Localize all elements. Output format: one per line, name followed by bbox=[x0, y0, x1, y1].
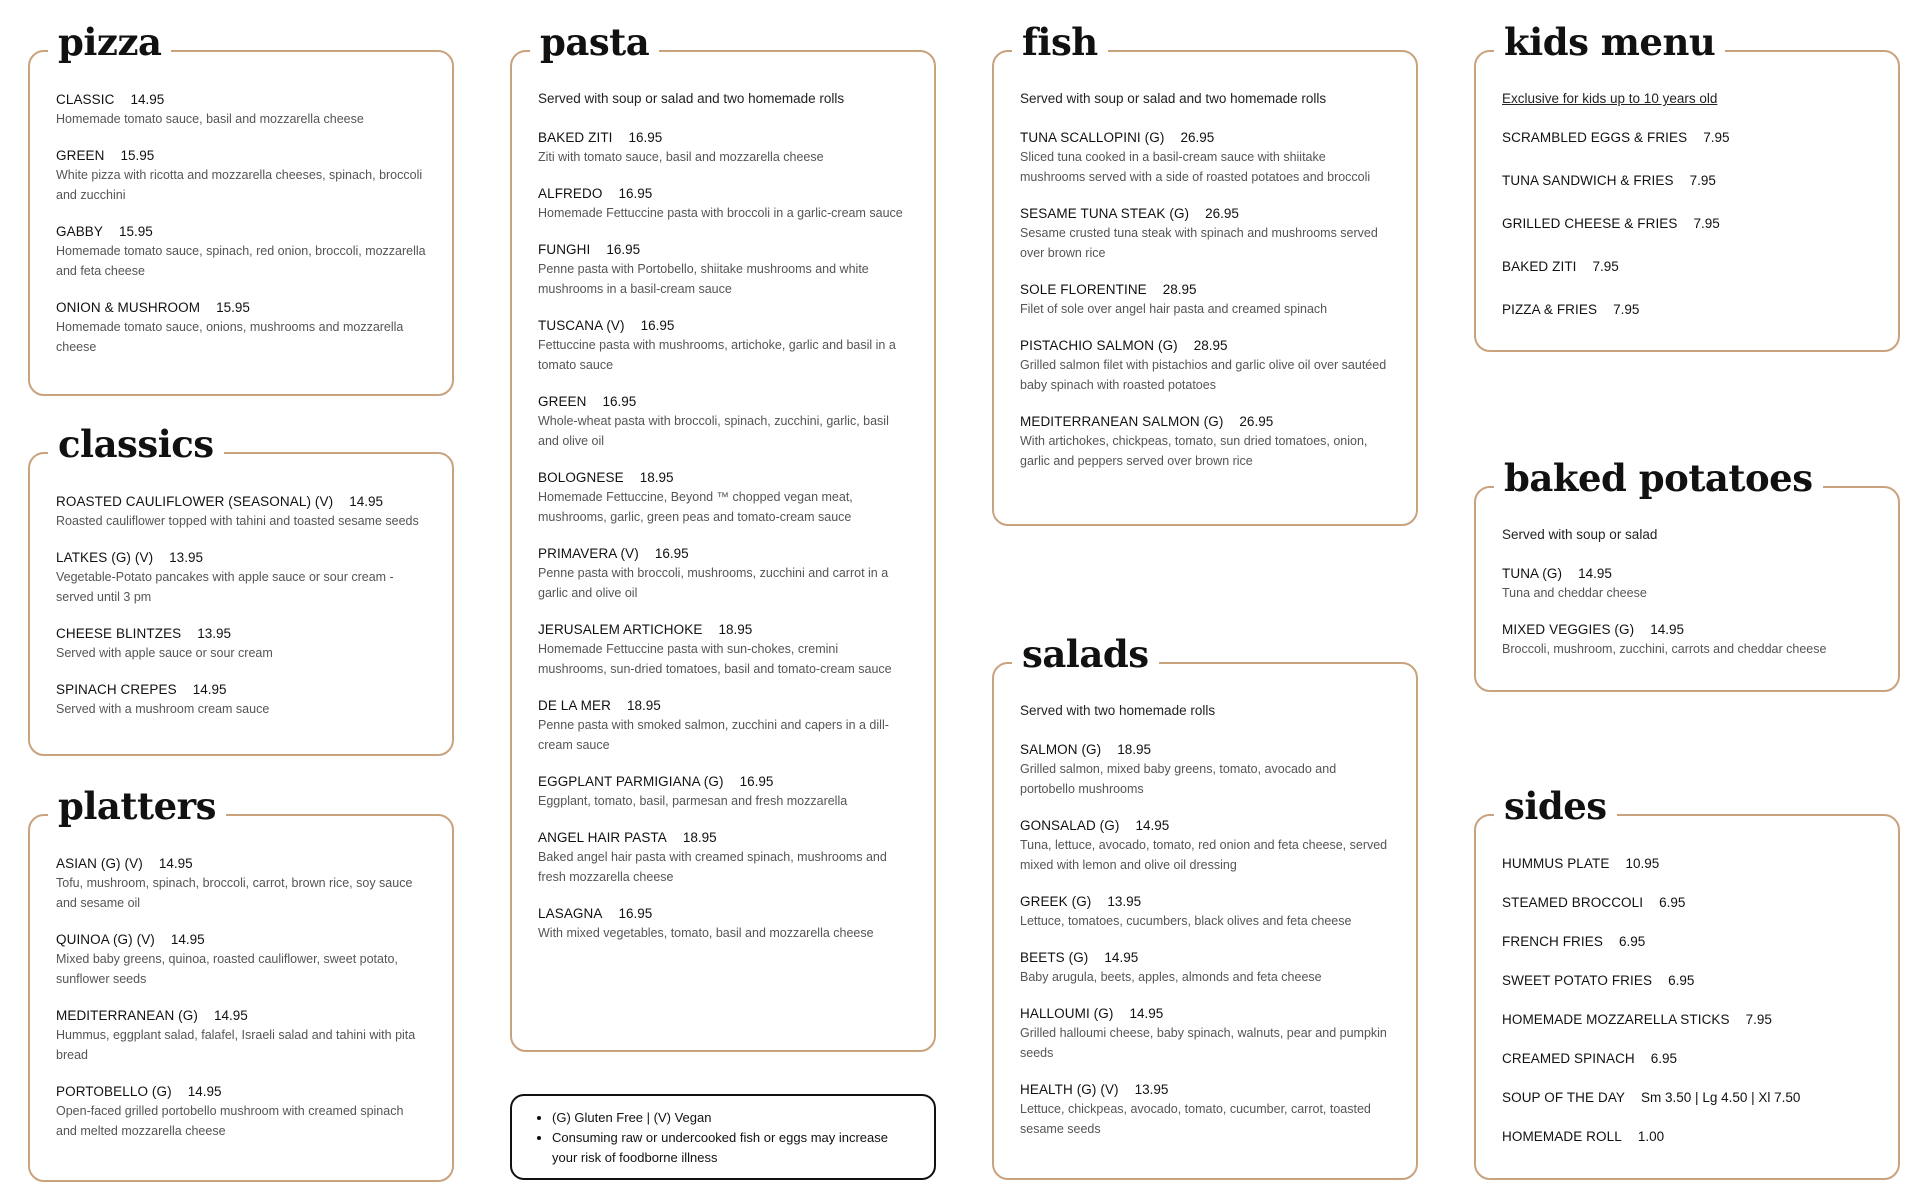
menu-item-price: 16.95 bbox=[739, 774, 774, 789]
menu-item-description: Tuna, lettuce, avocado, tomato, red onion and feta cheese, served mixed with lemon and olive oil dressing bbox=[1020, 838, 1388, 872]
menu-item bbox=[538, 316, 908, 375]
menu-item bbox=[1502, 1088, 1872, 1107]
menu-item-description: Homemade tomato sauce, basil and mozzarella cheese bbox=[56, 112, 364, 126]
menu-item bbox=[56, 624, 426, 663]
menu-item-header bbox=[56, 298, 426, 317]
menu-item-header bbox=[1502, 300, 1872, 319]
menu-item-name: MEDITERRANEAN (G) bbox=[56, 1008, 198, 1023]
menu-item-name: LATKES (G) (V) bbox=[56, 550, 154, 565]
menu-item-header bbox=[56, 90, 426, 109]
menu-item-price: 26.95 bbox=[1239, 414, 1274, 429]
menu-item-description: Penne pasta with broccoli, mushrooms, zucchini and carrot in a garlic and olive oil bbox=[538, 566, 889, 600]
menu-item-header bbox=[56, 1006, 426, 1025]
menu-item-price: 13.95 bbox=[169, 550, 203, 565]
menu-item-header bbox=[1020, 128, 1390, 147]
menu-item-header bbox=[1502, 932, 1872, 951]
menu-item-price: 14.95 bbox=[1650, 622, 1685, 637]
menu-item-header bbox=[56, 146, 426, 165]
menu-item bbox=[1502, 854, 1872, 873]
menu-item-name: HOMEMADE MOZZARELLA STICKS bbox=[1502, 1012, 1730, 1027]
menu-item-name: GONSALAD (G) bbox=[1020, 818, 1120, 833]
menu-item-price: 14.95 bbox=[158, 856, 193, 871]
menu-item-price: 16.95 bbox=[606, 242, 641, 257]
item-list bbox=[1020, 128, 1390, 471]
menu-item-price: 14.95 bbox=[1129, 1006, 1164, 1021]
menu-item-header bbox=[1502, 1010, 1872, 1029]
menu-item bbox=[1020, 204, 1390, 263]
platters-section bbox=[28, 784, 454, 1182]
note-legend: • (G) Gluten Free | (V) Vegan bbox=[552, 1108, 916, 1128]
menu-item bbox=[56, 854, 426, 913]
section-title: fish bbox=[1012, 18, 1108, 66]
menu-item-name: HUMMUS PLATE bbox=[1502, 856, 1610, 871]
menu-item-name: FUNGHI bbox=[538, 242, 591, 257]
menu-item bbox=[56, 930, 426, 989]
menu-item bbox=[1020, 740, 1390, 799]
menu-item bbox=[538, 828, 908, 887]
menu-item-name: GRILLED CHEESE & FRIES bbox=[1502, 216, 1678, 231]
menu-item-price: 14.95 bbox=[349, 494, 383, 509]
menu-item-name: CHEESE BLINTZES bbox=[56, 626, 182, 641]
menu-item-header bbox=[538, 828, 908, 847]
section-title: pizza bbox=[48, 18, 171, 66]
item-list bbox=[56, 90, 426, 357]
menu-item bbox=[56, 146, 426, 205]
notes-list bbox=[534, 1108, 916, 1168]
menu-item-header bbox=[538, 316, 908, 335]
menu-item-name: HALLOUMI (G) bbox=[1020, 1006, 1114, 1021]
menu-item-price: 28.95 bbox=[1162, 282, 1197, 297]
menu-item bbox=[1502, 932, 1872, 951]
menu-item bbox=[1502, 971, 1872, 990]
menu-item-description: Fettuccine pasta with mushrooms, artichoke, garlic and basil in a tomato sauce bbox=[538, 338, 896, 372]
menu-item-name: PIZZA & FRIES bbox=[1502, 302, 1598, 317]
section-title: baked potatoes bbox=[1494, 454, 1823, 502]
menu-item-description: Penne pasta with Portobello, shiitake mushrooms and white mushrooms in a basil-cream sauce bbox=[538, 262, 869, 296]
item-list bbox=[1020, 740, 1390, 1139]
menu-item-price: 7.95 bbox=[1703, 130, 1730, 145]
menu-item-header bbox=[1502, 1127, 1872, 1146]
menu-item-price: 28.95 bbox=[1193, 338, 1228, 353]
menu-item-description: Homemade tomato sauce, onions, mushrooms and mozzarella cheese bbox=[56, 320, 404, 354]
menu-item-price: 6.95 bbox=[1668, 973, 1695, 988]
menu-item-price: 6.95 bbox=[1618, 934, 1646, 949]
menu-item-price: 16.95 bbox=[602, 394, 637, 409]
menu-item-header bbox=[538, 904, 908, 923]
menu-item-header bbox=[56, 222, 426, 241]
menu-item-price: 14.95 bbox=[192, 682, 227, 697]
classics-section bbox=[28, 422, 454, 756]
section-intro: Served with soup or salad and two homemade rolls bbox=[1020, 91, 1327, 106]
menu-item-name: BAKED ZITI bbox=[1502, 259, 1577, 274]
menu-item-price: 7.95 bbox=[1613, 302, 1640, 317]
menu-item bbox=[538, 128, 908, 167]
menu-item-description: Homemade tomato sauce, spinach, red onion, broccoli, mozzarella and feta cheese bbox=[56, 244, 426, 278]
menu-item bbox=[1020, 280, 1390, 319]
note-warning: • Consuming raw or undercooked fish or eggs may increase your risk of foodborne illness bbox=[552, 1128, 916, 1168]
sides-section bbox=[1474, 784, 1900, 1180]
menu-item bbox=[1502, 128, 1872, 147]
menu-item bbox=[1502, 1127, 1872, 1146]
menu-item-name: FRENCH FRIES bbox=[1502, 934, 1603, 949]
menu-item-price: 16.95 bbox=[628, 130, 663, 145]
menu-item-description: Tuna and cheddar cheese bbox=[1502, 586, 1647, 600]
menu-item-description: Eggplant, tomato, basil, parmesan and fresh mozzarella bbox=[538, 794, 848, 808]
menu-item-name: TUNA (G) bbox=[1502, 566, 1563, 581]
menu-item-name: BEETS (G) bbox=[1020, 950, 1089, 965]
menu-item-header bbox=[538, 620, 908, 639]
menu-item-header bbox=[1502, 128, 1872, 147]
kids-menu-section bbox=[1474, 20, 1900, 352]
menu-item bbox=[1020, 128, 1390, 187]
section-title: kids menu bbox=[1494, 18, 1725, 66]
menu-item-name: PORTOBELLO (G) bbox=[56, 1084, 172, 1099]
menu-item-header bbox=[1502, 893, 1872, 912]
menu-item-price: 18.95 bbox=[718, 622, 753, 637]
menu-item-name: TUNA SANDWICH & FRIES bbox=[1502, 173, 1674, 188]
menu-item-header bbox=[56, 930, 426, 949]
menu-item-description: Tofu, mushroom, spinach, broccoli, carrot, brown rice, soy sauce and sesame oil bbox=[56, 876, 413, 910]
menu-item bbox=[1502, 893, 1872, 912]
item-list bbox=[1502, 128, 1872, 319]
menu-item-description: Baked angel hair pasta with creamed spinach, mushrooms and fresh mozzarella cheese bbox=[538, 850, 887, 884]
menu-item bbox=[1020, 412, 1390, 471]
menu-item bbox=[1020, 948, 1390, 987]
menu-item-name: JERUSALEM ARTICHOKE bbox=[538, 622, 703, 637]
baked-potatoes-section bbox=[1474, 456, 1900, 692]
section-title: salads bbox=[1012, 630, 1159, 678]
menu-item-price: Sm 3.50 | Lg 4.50 | Xl 7.50 bbox=[1641, 1090, 1801, 1105]
menu-item bbox=[1020, 1004, 1390, 1063]
menu-item-name: ONION & MUSHROOM bbox=[56, 300, 201, 315]
menu-item-name: MEDITERRANEAN SALMON (G) bbox=[1020, 414, 1224, 429]
menu-item-name: STEAMED BROCCOLI bbox=[1502, 895, 1644, 910]
menu-item bbox=[1502, 1010, 1872, 1029]
menu-item-price: 6.95 bbox=[1650, 1051, 1678, 1066]
menu-item-name: CREAMED SPINACH bbox=[1502, 1051, 1635, 1066]
menu-item-name: LASAGNA bbox=[538, 906, 603, 921]
menu-item bbox=[1502, 564, 1872, 603]
menu-item-price: 14.95 bbox=[187, 1084, 222, 1099]
menu-item-header bbox=[1020, 336, 1390, 355]
pasta-section bbox=[510, 20, 936, 1052]
menu-item-name: SESAME TUNA STEAK (G) bbox=[1020, 206, 1190, 221]
menu-item-price: 7.95 bbox=[1745, 1012, 1772, 1027]
menu-item-price: 16.95 bbox=[640, 318, 675, 333]
menu-item-name: SOLE FLORENTINE bbox=[1020, 282, 1147, 297]
menu-item-price: 26.95 bbox=[1205, 206, 1239, 221]
menu-item-header bbox=[1020, 816, 1390, 835]
menu-item bbox=[1502, 620, 1872, 659]
menu-item-header bbox=[1020, 740, 1390, 759]
menu-item bbox=[56, 222, 426, 281]
section-intro: Served with two homemade rolls bbox=[1020, 703, 1216, 718]
menu-item-price: 14.95 bbox=[130, 92, 165, 107]
menu-item-name: SALMON (G) bbox=[1020, 742, 1102, 757]
menu-item-description: Sesame crusted tuna steak with spinach and mushrooms served over brown rice bbox=[1020, 226, 1378, 260]
menu-item-price: 16.95 bbox=[618, 186, 653, 201]
item-list bbox=[538, 128, 908, 943]
menu-item bbox=[56, 1082, 426, 1141]
menu-item-price: 7.95 bbox=[1689, 173, 1716, 188]
menu-item-description: Penne pasta with smoked salmon, zucchini and capers in a dill-cream sauce bbox=[538, 718, 889, 752]
menu-item-header bbox=[56, 1082, 426, 1101]
menu-item-price: 10.95 bbox=[1625, 856, 1660, 871]
menu-item-name: SCRAMBLED EGGS & FRIES bbox=[1502, 130, 1688, 145]
menu-item-name: TUNA SCALLOPINI (G) bbox=[1020, 130, 1165, 145]
menu-item-price: 18.95 bbox=[639, 470, 674, 485]
menu-item bbox=[1502, 214, 1872, 233]
menu-item-description: Hummus, eggplant salad, falafel, Israeli salad and tahini with pita bread bbox=[56, 1028, 416, 1062]
menu-item-name: QUINOA (G) (V) bbox=[56, 932, 155, 947]
menu-item-price: 13.95 bbox=[1107, 894, 1142, 909]
menu-item bbox=[538, 904, 908, 943]
menu-item-header bbox=[1020, 1004, 1390, 1023]
menu-item-price: 15.95 bbox=[120, 148, 155, 163]
menu-item-description: Homemade Fettuccine pasta with broccoli in a garlic-cream sauce bbox=[538, 206, 903, 220]
menu-item-description: Baby arugula, beets, apples, almonds and feta cheese bbox=[1020, 970, 1322, 984]
menu-item-description: Homemade Fettuccine pasta with sun-chokes, cremini mushrooms, sun-dried tomatoes, basil and tomato-cream sauce bbox=[538, 642, 892, 676]
menu-item bbox=[538, 392, 908, 451]
menu-item-name: ASIAN (G) (V) bbox=[56, 856, 143, 871]
menu-item-price: 14.95 bbox=[1104, 950, 1139, 965]
menu-item-price: 15.95 bbox=[119, 224, 153, 239]
menu-item-name: PISTACHIO SALMON (G) bbox=[1020, 338, 1178, 353]
menu-item-name: HEALTH (G) (V) bbox=[1020, 1082, 1119, 1097]
menu-item-description: Filet of sole over angel hair pasta and creamed spinach bbox=[1020, 302, 1328, 316]
menu-item-header bbox=[1020, 412, 1390, 431]
menu-item-header bbox=[538, 184, 908, 203]
menu-item-name: SWEET POTATO FRIES bbox=[1502, 973, 1653, 988]
menu-item-description: Open-faced grilled portobello mushroom with creamed spinach and melted mozzarella cheese bbox=[56, 1104, 404, 1138]
section-intro: Served with soup or salad bbox=[1502, 527, 1658, 542]
fish-section bbox=[992, 20, 1418, 526]
menu-item-price: 18.95 bbox=[626, 698, 661, 713]
menu-item-price: 14.95 bbox=[1578, 566, 1612, 581]
menu-item-price: 13.95 bbox=[197, 626, 232, 641]
menu-item-price: 16.95 bbox=[618, 906, 653, 921]
item-list bbox=[56, 854, 426, 1141]
menu-item-header bbox=[1502, 1049, 1872, 1068]
section-intro: Exclusive for kids up to 10 years old bbox=[1502, 91, 1718, 106]
menu-item bbox=[538, 696, 908, 755]
menu-item-price: 7.95 bbox=[1693, 216, 1720, 231]
menu-item-name: TUSCANA (V) bbox=[538, 318, 625, 333]
menu-item-header bbox=[1020, 1080, 1390, 1099]
menu-item-price: 16.95 bbox=[654, 546, 689, 561]
menu-item-price: 15.95 bbox=[216, 300, 250, 315]
menu-item-name: CLASSIC bbox=[56, 92, 115, 107]
menu-item-header bbox=[56, 854, 426, 873]
menu-item bbox=[1020, 816, 1390, 875]
menu-item-name: EGGPLANT PARMIGIANA (G) bbox=[538, 774, 724, 789]
menu-item-description: Grilled halloumi cheese, baby spinach, walnuts, pear and pumpkin seeds bbox=[1020, 1026, 1387, 1060]
menu-item-name: SPINACH CREPES bbox=[56, 682, 177, 697]
menu-item bbox=[1020, 892, 1390, 931]
menu-item-name: GREEK (G) bbox=[1020, 894, 1092, 909]
menu-item-name: PRIMAVERA (V) bbox=[538, 546, 639, 561]
menu-item-price: 14.95 bbox=[170, 932, 205, 947]
section-title: platters bbox=[48, 782, 226, 830]
menu-item-header bbox=[1502, 171, 1872, 190]
item-list bbox=[56, 492, 426, 719]
menu-item-header bbox=[56, 492, 426, 511]
menu-item bbox=[1020, 1080, 1390, 1139]
menu-item bbox=[538, 240, 908, 299]
item-list bbox=[1502, 854, 1872, 1146]
menu-item-price: 7.95 bbox=[1592, 259, 1619, 274]
menu-item-description: With artichokes, chickpeas, tomato, sun dried tomatoes, onion, garlic and peppers served over brown rice bbox=[1020, 434, 1368, 468]
menu-item-description: With mixed vegetables, tomato, basil and mozzarella cheese bbox=[538, 926, 874, 940]
menu-item-description: Served with a mushroom cream sauce bbox=[56, 702, 270, 716]
menu-item-header bbox=[1020, 892, 1390, 911]
pizza-section bbox=[28, 20, 454, 396]
section-title: sides bbox=[1494, 782, 1617, 830]
menu-item-name: MIXED VEGGIES (G) bbox=[1502, 622, 1635, 637]
salads-section bbox=[992, 632, 1418, 1180]
menu-item bbox=[56, 548, 426, 607]
menu-item-header bbox=[1020, 280, 1390, 299]
menu-item bbox=[1502, 1049, 1872, 1068]
item-list bbox=[1502, 564, 1872, 659]
menu-item-description: Broccoli, mushroom, zucchini, carrots and cheddar cheese bbox=[1502, 642, 1827, 656]
menu-item-header bbox=[538, 544, 908, 563]
menu-item-header bbox=[1502, 971, 1872, 990]
menu-item-name: SOUP OF THE DAY bbox=[1502, 1090, 1626, 1105]
menu-item-header bbox=[538, 240, 908, 259]
menu-item-name: GABBY bbox=[56, 224, 104, 239]
menu-item-header bbox=[1502, 257, 1872, 276]
menu-item bbox=[56, 1006, 426, 1065]
menu-item bbox=[1502, 300, 1872, 319]
menu-item-description: Served with apple sauce or sour cream bbox=[56, 646, 273, 660]
menu-item-header bbox=[1502, 564, 1872, 583]
menu-item bbox=[56, 90, 426, 129]
menu-item-name: ALFREDO bbox=[538, 186, 603, 201]
menu-item-description: Ziti with tomato sauce, basil and mozzarella cheese bbox=[538, 150, 824, 164]
menu-item-price: 1.00 bbox=[1637, 1129, 1665, 1144]
menu-item-name: GREEN bbox=[538, 394, 587, 409]
menu-item bbox=[538, 468, 908, 527]
menu-item bbox=[56, 492, 426, 531]
menu-item-header bbox=[538, 772, 908, 791]
menu-item bbox=[1502, 171, 1872, 190]
menu-item bbox=[56, 680, 426, 719]
menu-item bbox=[538, 184, 908, 223]
menu-item-header bbox=[1502, 214, 1872, 233]
section-intro: Served with soup or salad and two homemade rolls bbox=[538, 91, 845, 106]
menu-item-description: Whole-wheat pasta with broccoli, spinach, zucchini, garlic, basil and olive oil bbox=[538, 414, 889, 448]
menu-item-name: DE LA MER bbox=[538, 698, 611, 713]
menu-item-description: Vegetable-Potato pancakes with apple sauce or sour cream - served until 3 pm bbox=[56, 570, 394, 604]
menu-item-header bbox=[1502, 854, 1872, 873]
menu-item-price: 26.95 bbox=[1180, 130, 1215, 145]
menu-item bbox=[1502, 257, 1872, 276]
menu-item-description: Mixed baby greens, quinoa, roasted cauliflower, sweet potato, sunflower seeds bbox=[56, 952, 398, 986]
menu-item-description: Grilled salmon filet with pistachios and garlic olive oil over sautéed baby spinach with roasted potatoes bbox=[1020, 358, 1387, 392]
menu-item-name: BAKED ZITI bbox=[538, 130, 613, 145]
menu-item-header bbox=[538, 696, 908, 715]
menu-item-name: HOMEMADE ROLL bbox=[1502, 1129, 1622, 1144]
menu-item-header bbox=[538, 468, 908, 487]
menu-item-price: 14.95 bbox=[1135, 818, 1170, 833]
menu-item-price: 14.95 bbox=[213, 1008, 248, 1023]
menu-item bbox=[56, 298, 426, 357]
menu-item-description: Lettuce, chickpeas, avocado, tomato, cucumber, carrot, toasted sesame seeds bbox=[1020, 1102, 1371, 1136]
section-title: pasta bbox=[530, 18, 659, 66]
menu-item-description: Grilled salmon, mixed baby greens, tomato, avocado and portobello mushrooms bbox=[1020, 762, 1337, 796]
menu-item-description: Roasted cauliflower topped with tahini and toasted sesame seeds bbox=[56, 514, 419, 528]
menu-item-price: 18.95 bbox=[682, 830, 717, 845]
menu-item-price: 13.95 bbox=[1134, 1082, 1169, 1097]
menu-item-header bbox=[56, 680, 426, 699]
menu-item-description: Lettuce, tomatoes, cucumbers, black olives and feta cheese bbox=[1020, 914, 1352, 928]
menu-item-price: 6.95 bbox=[1659, 895, 1686, 910]
menu-item-description: Sliced tuna cooked in a basil-cream sauce with shiitake mushrooms served with a side of roasted potatoes and broccoli bbox=[1020, 150, 1371, 184]
menu-item-name: ROASTED CAULIFLOWER (SEASONAL) (V) bbox=[56, 494, 334, 509]
menu-item-name: BOLOGNESE bbox=[538, 470, 624, 485]
menu-item bbox=[538, 772, 908, 811]
menu-item-description: White pizza with ricotta and mozzarella cheeses, spinach, broccoli and zucchini bbox=[56, 168, 423, 202]
menu-item-name: ANGEL HAIR PASTA bbox=[538, 830, 667, 845]
menu-item-description: Homemade Fettuccine, Beyond ™ chopped vegan meat, mushrooms, garlic, green peas and tomato-cream sauce bbox=[538, 490, 853, 524]
menu-item bbox=[538, 544, 908, 603]
section-title: classics bbox=[48, 420, 224, 468]
menu-item-header bbox=[1502, 1088, 1872, 1107]
dietary-notes bbox=[510, 1094, 936, 1180]
menu-item-name: GREEN bbox=[56, 148, 105, 163]
menu-item-header bbox=[538, 128, 908, 147]
menu-item-price: 18.95 bbox=[1117, 742, 1152, 757]
menu-item-header bbox=[1020, 948, 1390, 967]
menu-item bbox=[1020, 336, 1390, 395]
menu-item-header bbox=[1502, 620, 1872, 639]
menu-item-header bbox=[1020, 204, 1390, 223]
menu-item-header bbox=[538, 392, 908, 411]
menu-item-header bbox=[56, 548, 426, 567]
menu-item bbox=[538, 620, 908, 679]
menu-item-header bbox=[56, 624, 426, 643]
